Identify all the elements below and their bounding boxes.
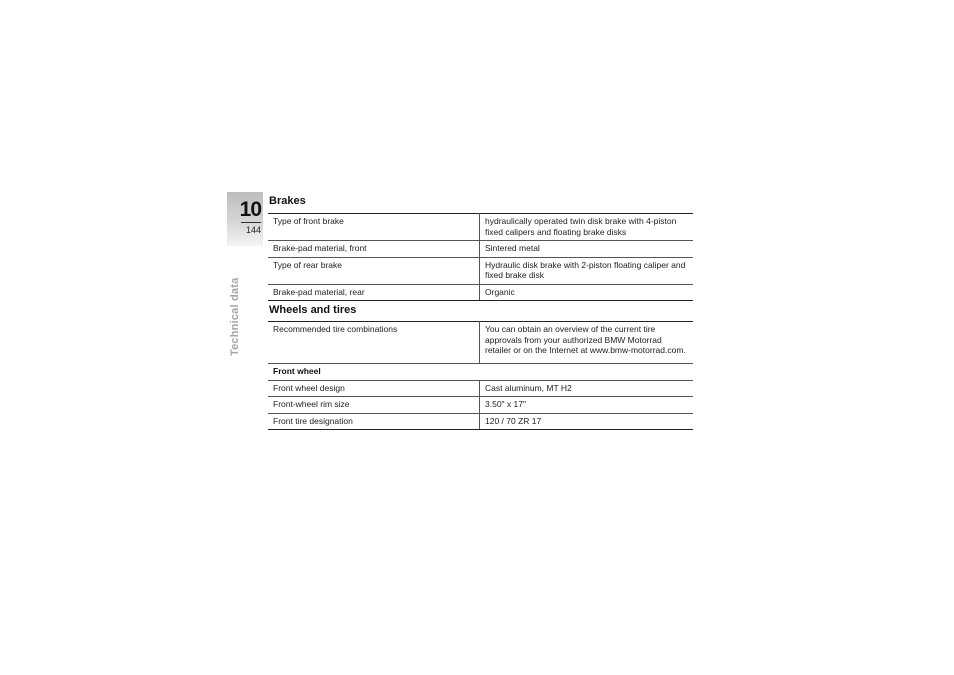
row-value: Cast aluminum, MT H2 bbox=[480, 380, 694, 397]
row-value: Organic bbox=[480, 284, 694, 301]
brakes-heading: Brakes bbox=[269, 195, 306, 207]
row-label: Front-wheel rim size bbox=[268, 397, 480, 414]
page-number: 144 bbox=[245, 225, 261, 235]
row-label: Brake-pad material, rear bbox=[268, 284, 480, 301]
chapter-side-title: Technical data bbox=[229, 277, 241, 356]
row-value: hydraulically operated twin disk brake with 4-piston fixed calipers and floating brake disks bbox=[480, 214, 694, 241]
row-value: You can obtain an overview of the current tire approvals from your authorized BMW Motorrad retailer or on the Internet at www.bmw-motorrad.com. bbox=[480, 322, 694, 364]
row-label: Type of front brake bbox=[268, 214, 480, 241]
chapter-tab bbox=[227, 192, 263, 246]
table-row bbox=[268, 284, 693, 301]
table-row bbox=[268, 322, 693, 364]
table-row bbox=[268, 257, 693, 284]
table-row bbox=[268, 380, 693, 397]
wheels-heading: Wheels and tires bbox=[269, 304, 357, 316]
row-value: 120 / 70 ZR 17 bbox=[480, 413, 694, 430]
table-row bbox=[268, 413, 693, 430]
front-wheel-group-label: Front wheel bbox=[268, 364, 693, 381]
row-value: Sintered metal bbox=[480, 241, 694, 258]
row-value: Hydraulic disk brake with 2-piston floating caliper and fixed brake disk bbox=[480, 257, 694, 284]
row-label: Recommended tire combinations bbox=[268, 322, 480, 364]
row-label: Type of rear brake bbox=[268, 257, 480, 284]
row-label: Front wheel design bbox=[268, 380, 480, 397]
chapter-divider bbox=[241, 222, 261, 223]
row-label: Front tire designation bbox=[268, 413, 480, 430]
table-row bbox=[268, 397, 693, 414]
chapter-number: 10 bbox=[239, 198, 261, 221]
table-group-row bbox=[268, 364, 693, 381]
table-row bbox=[268, 241, 693, 258]
row-value: 3.50" x 17" bbox=[480, 397, 694, 414]
table-row bbox=[268, 214, 693, 241]
brakes-table bbox=[268, 213, 693, 301]
row-label: Brake-pad material, front bbox=[268, 241, 480, 258]
wheels-table bbox=[268, 321, 693, 430]
